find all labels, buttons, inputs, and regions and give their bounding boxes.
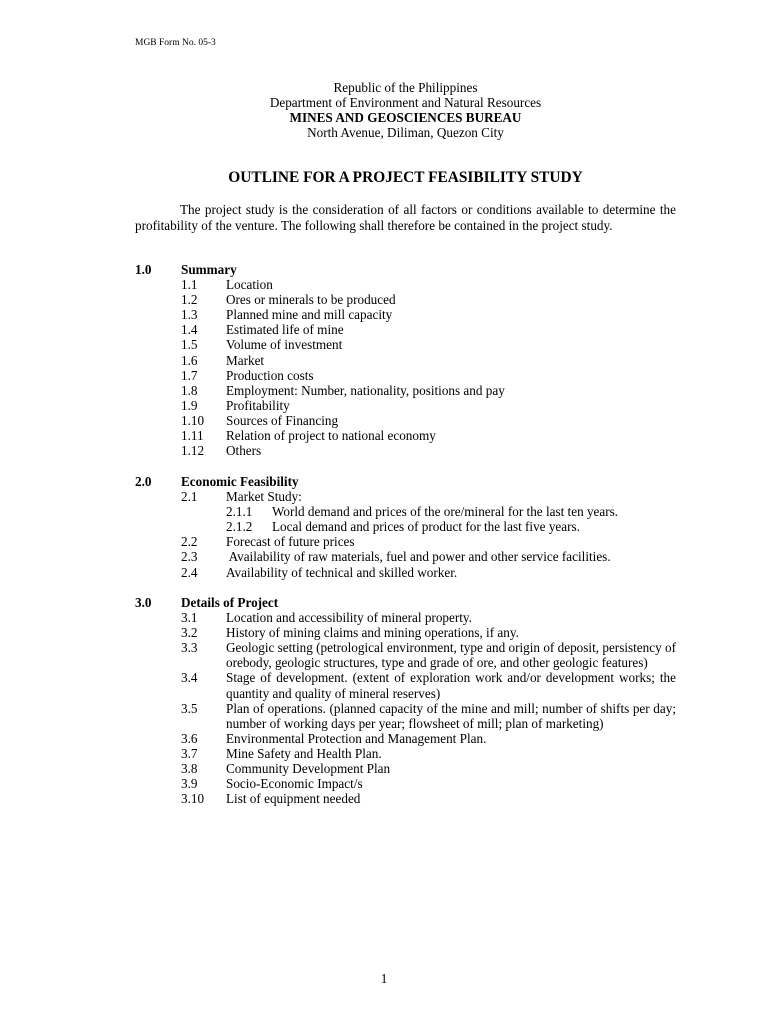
list-item: 1.2 Ores or minerals to be produced [181,292,396,308]
list-item: 1.10 Sources of Financing [181,412,339,428]
list-item: 1.6 Market [181,352,265,368]
section-title: Details of Project [181,595,279,610]
list-item: 1.3 Planned mine and mill capacity [181,307,393,323]
list-item: 2.3 Availability of raw materials, fuel and power and other service facilities. [181,549,611,565]
list-item: 1.8 Employment: Number, nationality, positions and pay [181,382,505,398]
list-item: 1.5 Volume of investment [181,337,343,353]
section-summary [135,262,676,458]
letterhead-department: Department of Environment and Natural Resources [269,95,542,110]
page-number: 1 [380,971,388,986]
list-item: 1.9 Profitability [181,397,290,413]
list-item: 2.2 Forecast of future prices [181,534,355,550]
section-title: Summary [181,262,237,277]
letterhead-bureau: MINES AND GEOSCIENCES BUREAU [289,110,522,125]
list-item: 1.4 Estimated life of mine [181,322,344,338]
intro-paragraph: The project study is the consideration of all factors or conditions available to determine the profitability of the venture. The following shall therefore be contained in the project study. [135,202,676,233]
section-heading [135,262,676,277]
list-item: 3.10 List of equipment needed [181,791,361,807]
section-economic-feasibility [135,474,676,580]
list-item: 3.2 History of mining claims and mining operations, if any. [181,625,519,641]
letterhead [135,80,676,140]
list-item: 1.11 Relation of project to national economy [181,428,436,444]
section-number: 1.0 [135,262,152,277]
letterhead-address: North Avenue, Diliman, Quezon City [307,125,504,140]
list-item: 2.1 Market Study: [181,489,302,505]
list-item: 3.6 Environmental Protection and Management Plan. [181,730,487,746]
section-details-of-project [135,595,676,806]
list-item: 3.5 Plan of operations. (planned capacity of the mine and mill; number of shifts per day; number of working days per year; flowsheet of mill; plan of marketing) [181,700,676,731]
list-item: 3.4 Stage of development. (extent of exploration work and/or development works; the quantity and quality of mineral reserves) [181,670,676,701]
list-item: 3.8 Community Development Plan [181,761,391,777]
letterhead-country: Republic of the Philippines [333,80,478,95]
section-heading [135,474,676,489]
list-item: 3.9 Socio-Economic Impact/s [181,776,363,792]
list-item: 3.1 Location and accessibility of mineral property. [181,610,472,626]
list-item: 1.1 Location [181,277,273,293]
list-item: 3.7 Mine Safety and Health Plan. [181,745,382,761]
section-number: 3.0 [135,595,152,610]
list-item: 2.4 Availability of technical and skilled worker. [181,564,458,580]
sub-list-item: 2.1.1 World demand and prices of the ore/mineral for the last ten years. [226,504,619,520]
section-number: 2.0 [135,474,152,489]
section-title: Economic Feasibility [181,474,299,489]
list-item: 1.12 Others [181,443,262,459]
section-heading [135,595,676,610]
form-number: MGB Form No. 05-3 [135,38,216,48]
list-item: 1.7 Production costs [181,367,314,383]
list-item: 3.3 Geologic setting (petrological environment, type and origin of deposit, persistency of orebody, geologic structures, type and grade of ore, and other geologic features) [181,640,676,671]
sub-list-item: 2.1.2 Local demand and prices of product for the last five years. [226,519,580,535]
document-title: OUTLINE FOR A PROJECT FEASIBILITY STUDY [228,169,583,186]
